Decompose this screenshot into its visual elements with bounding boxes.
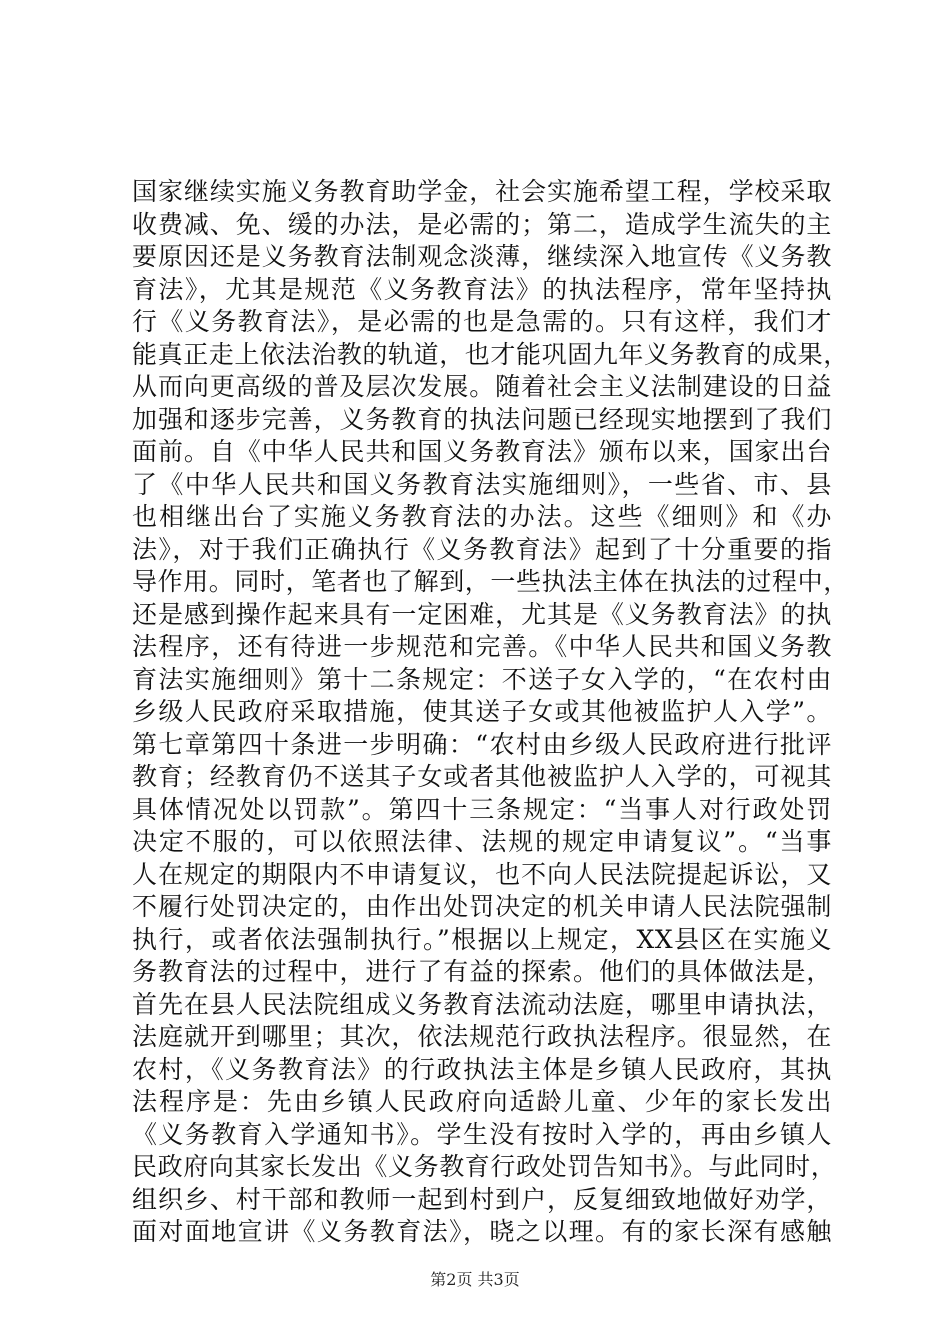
text-line: 法程序是：先由乡镇人民政府向适龄儿童、少年的家长发出	[132, 1087, 832, 1116]
text-line: 具体情况处以罚款”。第四十三条规定：“当事人对行政处罚	[132, 794, 832, 824]
text-line: 农村，《义务教育法》的行政执法主体是乡镇人民政府，其执	[132, 1054, 832, 1084]
body-text	[132, 176, 849, 1249]
text-line: 育法》，尤其是规范《义务教育法》的执法程序，常年坚持执	[132, 274, 832, 304]
text-line: 面前。自《中华人民共和国义务教育法》颁布以来，国家出台	[132, 437, 832, 466]
text-line: 决定不服的，可以依照法律、法规的规定申请复议”。“当事	[132, 827, 832, 856]
text-line: 《义务教育入学通知书》。学生没有按时入学的，再由乡镇人	[132, 1119, 832, 1149]
text-line: 乡级人民政府采取措施，使其送子女或其他被监护人入学”。	[132, 697, 832, 726]
text-line: 育法实施细则》第十二条规定：不送子女入学的，“在农村由	[132, 664, 832, 694]
text-line: 民政府向其家长发出《义务教育行政处罚告知书》。与此同时，	[132, 1152, 837, 1181]
text-line: 人在规定的期限内不申请复议，也不向人民法院提起诉讼，又	[132, 859, 832, 889]
text-line: 不履行处罚决定的，由作出处罚决定的机关申请人民法院强制	[132, 892, 832, 921]
text-line: 第七章第四十条进一步明确：“农村由乡级人民政府进行批评	[132, 729, 832, 759]
text-line: 法程序，还有待进一步规范和完善。《中华人民共和国义务教	[132, 632, 832, 661]
text-line: 导作用。同时，笔者也了解到，一些执法主体在执法的过程中，	[132, 567, 849, 596]
text-line: 面对面地宣讲《义务教育法》，晓之以理。有的家长深有感触	[132, 1217, 832, 1246]
text-line: 了《中华人民共和国义务教育法实施细则》，一些省、市、县	[132, 469, 832, 499]
text-line: 组织乡、村干部和教师一起到村到户，反复细致地做好劝学，	[132, 1184, 832, 1214]
text-line: 行《义务教育法》，是必需的也是急需的。只有这样，我们才	[132, 307, 832, 336]
text-line: 也相继出台了实施义务教育法的办法。这些《细则》和《办	[132, 502, 832, 531]
text-line: 国家继续实施义务教育助学金，社会实施希望工程，学校采取	[132, 177, 832, 206]
text-line: 加强和逐步完善，义务教育的执法问题已经现实地摆到了我们	[132, 404, 832, 434]
text-line: 还是感到操作起来具有一定困难，尤其是《义务教育法》的执	[132, 599, 832, 629]
text-line: 首先在县人民法院组成义务教育法流动法庭，哪里申请执法，	[132, 989, 832, 1019]
text-line: 从而向更高级的普及层次发展。随着社会主义法制建设的日益	[132, 372, 832, 401]
page-footer: 第2页 共3页	[430, 1270, 520, 1289]
text-line: 收费减、免、缓的办法，是必需的；第二，造成学生流失的主	[132, 209, 832, 239]
text-line: 能真正走上依法治教的轨道，也才能巩固九年义务教育的成果，	[132, 339, 849, 369]
text-line: 务教育法的过程中，进行了有益的探索。他们的具体做法是，	[132, 957, 832, 986]
text-line: 要原因还是义务教育法制观念淡薄，继续深入地宣传《义务教	[132, 242, 832, 271]
text-line: 法》，对于我们正确执行《义务教育法》起到了十分重要的指	[132, 534, 832, 564]
text-line: 教育；经教育仍不送其子女或者其他被监护人入学的，可视其	[132, 762, 832, 791]
text-line: 执行，或者依法强制执行。”根据以上规定，XX县区在实施义	[132, 924, 832, 954]
text-line: 法庭就开到哪里；其次，依法规范行政执法程序。很显然，在	[132, 1022, 832, 1051]
